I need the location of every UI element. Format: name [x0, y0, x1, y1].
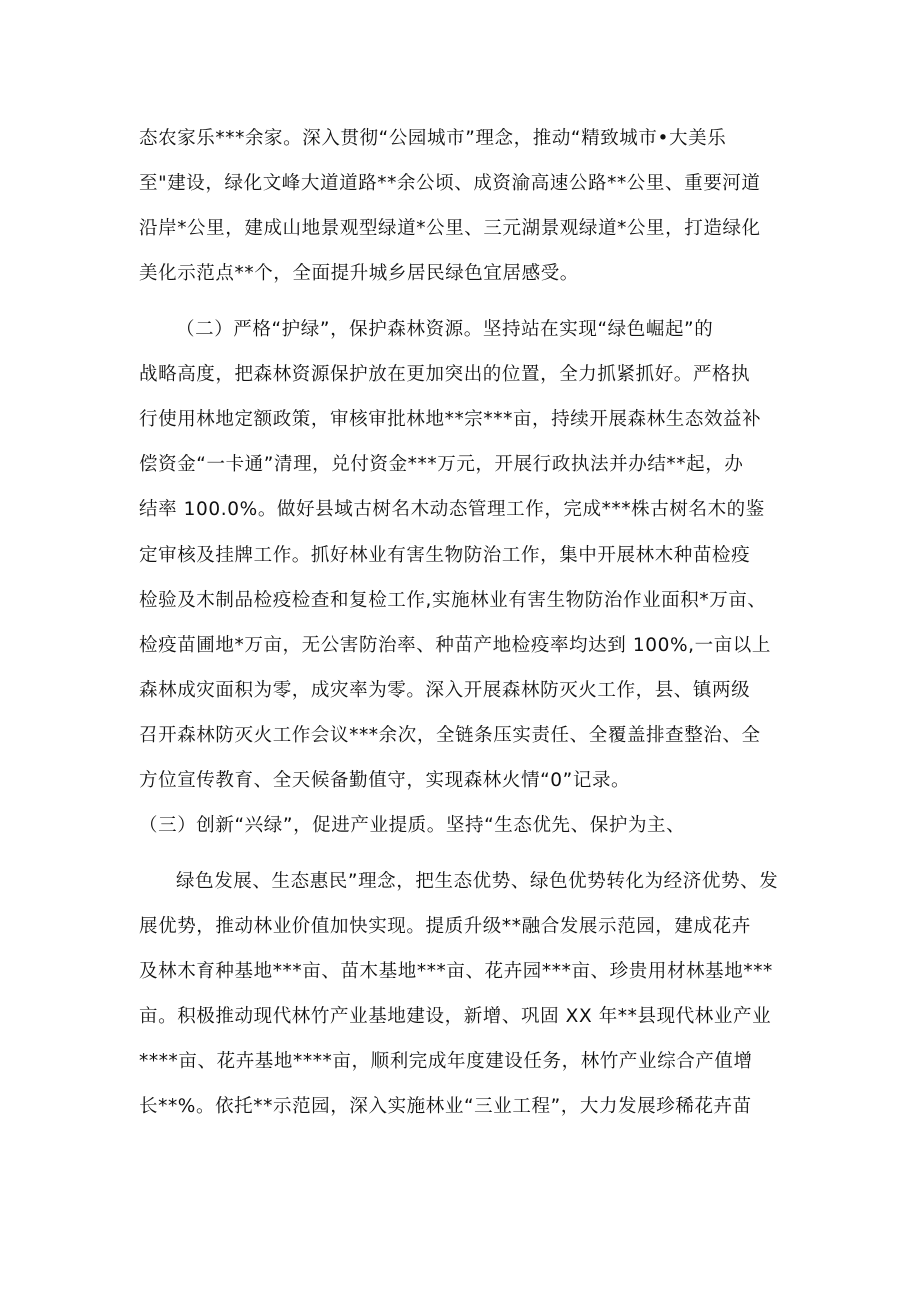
text-line: （三）创新“兴绿”，促进产业提质。坚持“生态优先、保护为主、 — [139, 815, 686, 836]
text-line: 美化示范点**个，全面提升城乡居民绿色宜居感受。 — [139, 263, 579, 284]
text-line: 检疫苗圃地*万亩，无公害防治率、种苗产地检疫率均达到 100%,一亩以上 — [139, 635, 772, 656]
text-line: 召开森林防灭火工作会议***余次，全链条压实责任、全覆盖排查整治、全 — [139, 725, 761, 746]
section-heading-3: 绿色发展、生态惠民”理念，把生态优势、绿色优势转化为经济优势、发 — [176, 871, 779, 892]
text-line: 森林成灾面积为零，成灾率为零。深入开展森林防灭火工作，县、镇两级 — [139, 680, 751, 701]
text-line: 至"建设，绿化文峰大道道路**余公顷、成资渝高速公路**公里、重要河道 — [139, 173, 761, 194]
text-line: 亩。积极推动现代林竹产业基地建设，新增、巩固 XX 年**县现代林业产业 — [139, 1006, 772, 1027]
text-line: 偿资金“一卡通”清理，兑付资金***万元，开展行政执法并办结**起，办 — [139, 454, 744, 475]
text-line: 长**%。依托**示范园，深入实施林业“三业工程”，大力发展珍稀花卉苗 — [139, 1096, 752, 1117]
text-line: 定审核及挂牌工作。抓好林业有害生物防治工作，集中开展林木种苗检疫 — [139, 545, 751, 566]
text-line: 态农家乐***余家。深入贯彻“公园城市”理念，推动“精致城市•大美乐 — [139, 128, 727, 149]
text-line: 展优势，推动林业价值加快实现。提质升级**融合发展示范园，建成花卉 — [139, 916, 751, 937]
text-line: 沿岸*公里，建成山地景观型绿道*公里、三元湖景观绿道*公里，打造绿化 — [139, 218, 761, 239]
text-line: 及林木育种基地***亩、苗木基地***亩、花卉园***亩、珍贵用材林基地*** — [139, 961, 773, 982]
text-line: 检验及木制品检疫检查和复检工作,实施林业有害生物防治作业面积*万亩、 — [139, 590, 767, 611]
text-line: 战略高度，把森林资源保护放在更加突出的位置，全力抓紧抓好。严格执 — [139, 364, 751, 385]
text-line: ****亩、花卉基地****亩，顺利完成年度建设任务，林竹产业综合产值增 — [139, 1051, 753, 1072]
section-heading-2: （二）严格“护绿”，保护森林资源。坚持站在实现“绿色崛起”的 — [176, 319, 714, 340]
text-line: 方位宣传教育、全天候备勤值守，实现森林火情“0”记录。 — [139, 770, 631, 791]
text-line: 行使用林地定额政策，审核审批林地**宗***亩，持续开展森林生态效益补 — [139, 409, 762, 430]
text-line: 结率 100.0%。做好县域古树名木动态管理工作，完成***株古树名木的鉴 — [139, 499, 765, 520]
